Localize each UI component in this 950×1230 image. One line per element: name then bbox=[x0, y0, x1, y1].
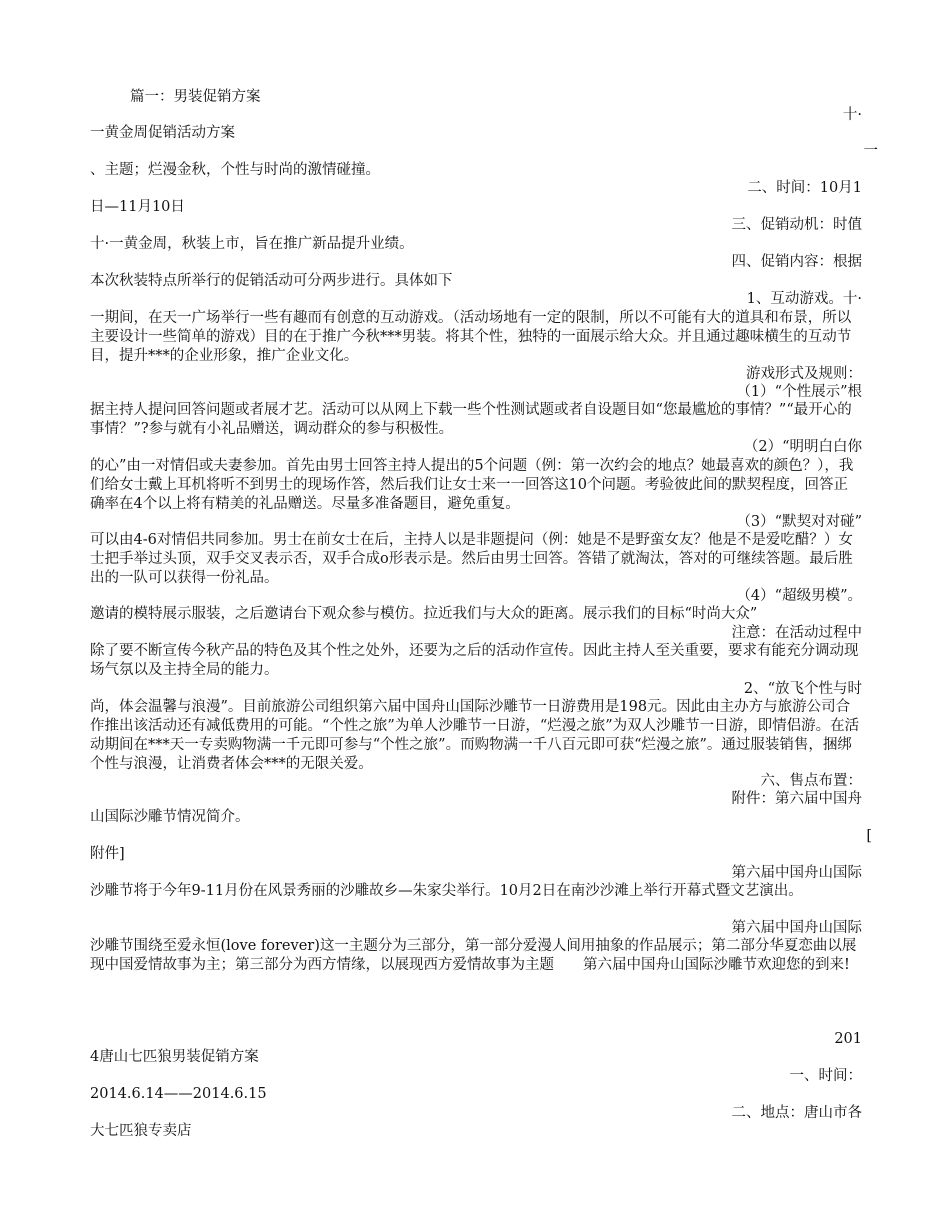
text-line: （2）“明明白白你 bbox=[743, 439, 862, 455]
paragraph: 尚，体会温馨与浪漫”。目前旅游公司组织第六届中国舟山国际沙雕节一日游费用是198元。因此由主办方与旅游公司合作推出该活动还有减低费用的可能。“个性之旅”为单人沙雕节一日游，“烂漫之旅”为双人沙雕节一日游，即情侣游。在活动期间在***天一专卖购物满一千元即可参与“个性之旅”。而购物满一千八百元即可获“烂漫之旅”。通过服装销售，捆绑个性与浪漫，让消费者体会***的无限关爱。 bbox=[90, 699, 860, 772]
paragraph: 一期间，在天一广场举行一些有趣而有创意的互动游戏。（活动场地有一定的限制，所以不可能有大的道具和布景，所以主要设计一些简单的游戏）目的在于推广今秋***男装。将其个性，独特的一面展示给大众。并且通过趣味横生的互动节目，提升***的企业形象，推广企业文化。 bbox=[90, 310, 852, 364]
text-line: 201 bbox=[834, 1031, 862, 1047]
text-line: 四、促销内容：根据 bbox=[731, 254, 862, 270]
text-line: 十·一黄金周，秋装上市，旨在推广新品提升业绩。 bbox=[90, 236, 414, 252]
text-line: 4唐山七匹狼男装促销方案 bbox=[90, 1049, 259, 1065]
text-line: 第六届中国舟山国际 bbox=[731, 865, 862, 881]
paragraph: 沙雕节围绕至爱永恒(love forever)这一主题分为三部分，第一部分爱漫人间用抽象的作品展示；第二部分华夏恋曲以展现中国爱情故事为主；第三部分为西方情缘，以展现西方爱情故事为主题 第六届中国舟山国际沙雕节欢迎您的到来! bbox=[90, 938, 857, 973]
paragraph: 据主持人提问回答问题或者展才艺。活动可以从网上下载一些个性测试题或者自设题目如“您最尴尬的事情？”“最开心的事情？”?参与就有小礼品赠送，调动群众的参与积极性。 bbox=[90, 402, 852, 437]
text-line: 二、地点：唐山市各 bbox=[731, 1105, 862, 1121]
text-line: 三、促销动机：时值 bbox=[731, 217, 862, 233]
text-line: 一 bbox=[863, 143, 878, 159]
text-line: 山国际沙雕节情况简介。 bbox=[90, 809, 250, 825]
text-line: 注意：在活动过程中 bbox=[731, 625, 862, 641]
text-line: 游戏形式及规则： bbox=[746, 366, 862, 382]
text-line: （3）“默契对对碰” bbox=[736, 514, 862, 530]
text-line: 本次秋装特点所举行的促销活动可分两步进行。具体如下 bbox=[90, 273, 453, 289]
text-line: 1、互动游戏。十· bbox=[746, 291, 862, 307]
text-line: 一黄金周促销活动方案 bbox=[90, 125, 235, 141]
text-line: 附件] bbox=[90, 846, 125, 862]
text-line: 2、“放飞个性与时 bbox=[743, 681, 862, 697]
text-line: [ bbox=[866, 828, 872, 844]
doc-heading: 篇一：男装促销方案 bbox=[130, 89, 261, 105]
text-line: 、主题；烂漫金秋，个性与时尚的激情碰撞。 bbox=[90, 162, 380, 178]
text-line: 十· bbox=[842, 107, 862, 123]
text-line: 邀请的模特展示服装，之后邀请台下观众参与模仿。拉近我们与大众的距离。展示我们的目标“时尚大众” bbox=[90, 606, 758, 622]
text-line: 日—11月10日 bbox=[90, 199, 185, 215]
text-line: 大七匹狼专卖店 bbox=[90, 1123, 192, 1139]
text-line: 一、时间： bbox=[789, 1068, 862, 1084]
paragraph: 沙雕节将于今年9-11月份在风景秀丽的沙雕故乡—朱家尖举行。10月2日在南沙沙滩上举行开幕式暨文艺演出。 bbox=[90, 883, 803, 899]
text-line: 附件：第六届中国舟 bbox=[731, 791, 862, 807]
text-line: 第六届中国舟山国际 bbox=[731, 920, 862, 936]
text-line: 2014.6.14——2014.6.15 bbox=[90, 1086, 267, 1102]
text-line: 二、时间：10月1 bbox=[747, 180, 862, 196]
text-line: 六、售点布置： bbox=[760, 773, 862, 789]
text-line: （4）“超级男模”。 bbox=[736, 588, 862, 604]
paragraph: 除了要不断宣传今秋产品的特色及其个性之处外，还要为之后的活动作宣传。因此主持人至关重要，要求有能充分调动现场气氛以及主持全局的能力。 bbox=[90, 643, 859, 678]
paragraph: 的心”由一对情侣或夫妻参加。首先由男士回答主持人提出的5个问题（例：第一次约会的地点？她最喜欢的颜色？），我们给女士戴上耳机将听不到男士的现场作答，然后我们让女士来一一回答这10个问题。考验彼此间的默契程度，回答正确率在4个以上将有精美的礼品赠送。尽量多准备题目，避免重复。 bbox=[90, 458, 854, 512]
text-line: （1）“个性展示”根 bbox=[736, 384, 862, 400]
paragraph: 可以由4-6对情侣共同参加。男士在前女士在后，主持人以是非题提问（例：她是不是野蛮女友？他是不是爱吃醋？）女士把手举过头顶，双手交叉表示否，双手合成o形表示是。然后由男士回答。答错了就淘汰，答对的可继续答题。最后胜出的一队可以获得一份礼品。 bbox=[90, 532, 853, 586]
